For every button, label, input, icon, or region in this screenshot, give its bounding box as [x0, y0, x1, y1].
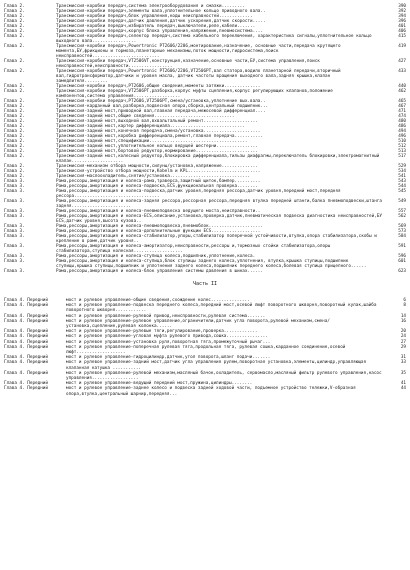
entry-title: мост и рулевое управление-заднее колесо и подвеска задней ходовой части, подъемное устройство тележки,V-образная опора,втулка,центральный шарнир,передняя... — [66, 386, 356, 397]
entry-page-number: 29 — [400, 344, 406, 350]
entry-title: мост и рулевое управление-поперечная рулевая тяга,продольная тяга, рулевая сошка,карданное соединение,осевой люфт................... — [66, 344, 346, 356]
entry-chapter: Глава 3. — [4, 214, 25, 219]
toc-entry — [4, 371, 406, 381]
entry-page-number: 392 — [398, 9, 406, 14]
toc-entry — [4, 214, 406, 224]
entry-chapter: Глава 2. — [4, 24, 25, 29]
entry-title: Трансмиссия-задний мост,уплотнительное кольцо ведущей шестерни................ — [56, 144, 258, 149]
entry-title: Трансмиссия-коробки передач,датчик давления,датчик ускорения,датчик скорости..... — [56, 19, 266, 24]
entry-page-number: 591 — [398, 244, 406, 249]
entry-title: Трансмиссия-задний мост,картер дифференциала............................. — [56, 124, 245, 129]
entry-title: Рама,рессоры,амортизация и колеса-блок управления системы давления в шинах...... — [56, 269, 263, 274]
entry-title: Трансмиссия-коробки передач,избиратель передач,выключатели,реле,кабели....... — [56, 24, 256, 29]
toc-entry — [4, 199, 406, 209]
entry-title: Трансмиссия-задний мост,коробка дифференциала,ремонт,главная передача........... — [56, 134, 263, 139]
entry-page-number: 534 — [398, 169, 406, 174]
entry-page-number: 541 — [398, 174, 406, 179]
entry-chapter: Глава 4. Передний — [4, 344, 48, 350]
entry-chapter: Глава 2. — [4, 169, 25, 174]
entry-title: Рама,рессоры,амортизация и колеса-подвеска,датчик уровня,передняя рессора,датчик уровня,передний мост,передняя рессора................................. — [56, 189, 341, 199]
entry-chapter: Глава 2. — [4, 29, 25, 34]
toc-part-2 — [4, 298, 406, 397]
entry-page-number: 401 — [398, 24, 406, 29]
entry-title: Трансмиссия-коробки передач,селектор передач,система кабельного переключения, характеристика сигналы,уплотнительное кольцо выходного вала................. — [56, 34, 372, 44]
entry-page-number: 35 — [400, 370, 406, 376]
entry-title: Трансмиссия-задний мост,конечная передача,смена/установка...................... — [56, 129, 261, 134]
entry-title: Трансмиссия-коробки передач,Powertronic PT2606/2206,VT2506PT,вал статора,водило планетарной передачи,вторичный вал,гидротрансформатор,датчики и уровня масла, датчик частоты вращения выходного вала,задняя крышка,клапан замедлителя......... — [56, 69, 341, 84]
entry-page-number: 549 — [398, 199, 406, 204]
entry-title: мост и рулевое управление-общие сведения,схождение колес............... — [66, 298, 250, 303]
toc-entry — [4, 234, 406, 244]
entry-chapter: Глава 2. — [4, 34, 25, 39]
entry-title: Рама,рессоры,амортизация и колеса-задняя рессора,рессорная рессора,передняя втулка передней штанги,балка пневмоподвески,штанга задняя....................... — [56, 199, 382, 209]
entry-page-number: 512 — [398, 144, 406, 149]
entry-title: мост и рулевое управление-подвеска переднего колеса,передний мост,осевой люфт поворотного шкворня,поворотный кулак,шайба поворотного шкворня............ — [66, 303, 377, 314]
entry-page-number: 480 — [398, 119, 406, 124]
entry-page-number: 494 — [398, 129, 406, 134]
entry-chapter: Глава 2. — [4, 164, 25, 169]
entry-title: Трансмиссия-коробки передач,система электрооборудования и смазки......... — [56, 4, 245, 9]
entry-chapter: Глава 4. Передний — [4, 334, 48, 340]
entry-title: Трансмиссия-коробки передач,VT2506VT,конструкция,назначение,основные части,БУ,система управления,поиск неисправностей,неисправности................. — [56, 59, 320, 69]
toc-entry — [4, 360, 406, 370]
entry-page-number: 415 — [398, 34, 406, 39]
entry-title: Трансмиссия-задний мост,колесный редуктор,блокировка дифференциала,тильзы диафрагмы,переключатель блокировки,электромагнитный клапан.................... — [56, 154, 380, 164]
entry-page-number: 545 — [398, 189, 406, 194]
entry-title: Трансмиссия-коробки передач,PT2606,общие сведения,моменты затяжки.............. — [56, 84, 261, 89]
entry-chapter: Глава 2. — [4, 144, 25, 149]
entry-chapter: Глава 4. Передний — [4, 318, 48, 324]
toc-entry — [4, 59, 406, 69]
entry-page-number: 529 — [398, 164, 406, 169]
entry-title: Трансмиссия-коробки передач,PT2606,VT2506PT,смена/установка,уплотнение вых.вала.. — [56, 99, 266, 104]
entry-chapter: Глава 3. — [4, 209, 25, 214]
entry-chapter: Глава 2. — [4, 129, 25, 134]
entry-title: мост и рулевое управление-рулевой механизм,масляный бачок,охладитель, сервомасло,масляный фильтр рулевого управления,насос управления.................. — [66, 370, 382, 382]
entry-page-number: 433 — [398, 69, 406, 74]
entry-title: мост и рулевое управление-ведущий передний мост,пружина,цилиндры........ — [66, 381, 253, 387]
entry-title: Рама,рессоры,амортизация и колеса-ступица колеса,подшипник,уплотнение,колеса. — [56, 254, 256, 259]
entry-title: Рама,рессоры,амортизация и колеса-пневмоподвеска,пневмоблок..................... — [56, 224, 263, 229]
entry-chapter: Глава 2. — [4, 44, 25, 49]
entry-chapter: Глава 2. — [4, 114, 25, 119]
entry-page-number: 27 — [400, 339, 406, 345]
entry-page-number: 462 — [398, 89, 406, 94]
part-heading: Часть II — [192, 281, 218, 287]
entry-chapter: Глава 2. — [4, 4, 25, 9]
entry-title: Трансмиссия-коробки передач,VT2506PT,разборка,корпус муфты сцепления,корпус регулирующих клапанов,положение компонентов,система управления.................. — [56, 89, 333, 99]
entry-chapter: Глава 3. — [4, 259, 25, 264]
entry-chapter: Глава 3. — [4, 189, 25, 194]
entry-page-number: 16 — [400, 318, 406, 324]
entry-chapter: Глава 2. — [4, 104, 25, 109]
entry-page-number: 569 — [398, 224, 406, 229]
entry-title: Трансмиссия-карданный вал,разборка,подвесная опора,сборка,центральный подшипник... — [56, 104, 269, 109]
entry-page-number: 557 — [398, 209, 406, 214]
entry-page-number: 390 — [398, 4, 406, 9]
entry-page-number: 33 — [400, 360, 406, 366]
entry-chapter: Глава 2. — [4, 174, 25, 179]
toc-entry — [4, 303, 406, 313]
entry-title: Трансмиссия-задний мост,спецификации...................................... — [56, 139, 248, 144]
entry-chapter: Глава 2. — [4, 139, 25, 144]
entry-title: Трансмиссия-коробки передач,элементы вала,уплотнительное кольцо приводного вала.. — [56, 9, 266, 14]
entry-chapter: Глава 2. — [4, 149, 25, 154]
entry-page-number: 486 — [398, 124, 406, 129]
toc-entry — [4, 386, 406, 396]
entry-title: Трансмиссия-механизм отбора мощности,силуны/установка,напряжение.............. — [56, 164, 258, 169]
entry-page-number: 517 — [398, 154, 406, 159]
entry-title: Рама,рессоры,амортизация и колеса-стабилизатор,упоры,стабилизатор поперечной устойчивости,втулка,опора стабилизатора,скобы и крепление в раме,датчик уровня.. — [56, 234, 377, 244]
entry-page-number: 596 — [398, 254, 406, 259]
entry-page-number: 471 — [398, 109, 406, 114]
entry-title: Рама,рессоры,амортизация и колеса-ступица,блок ступицы заднего колеса,уплотнения, втулка,крышка ступицы,подшипник ступицы,крышка ступицы,подшипник и уплотнения заднего колеса,подшипник переднего колеса,болевая ступица прицепного...... — [56, 259, 367, 269]
entry-page-number: 465 — [398, 99, 406, 104]
entry-page-number: 562 — [398, 214, 406, 219]
toc-entry — [4, 269, 406, 274]
entry-chapter: Глава 2. — [4, 134, 25, 139]
entry-chapter: Глава 3. — [4, 254, 25, 259]
toc-entry — [4, 154, 406, 164]
entry-title: Трансмиссия-коробки передач,корпус блока управления,напряжение,пневмосистема.... — [56, 29, 263, 34]
entry-chapter: Глава 2. — [4, 19, 25, 24]
entry-title: мост и рулевое управление-задний мост,датчик угла управления рулем,поворотная установка,элементы,цилиндр,управляющая клапанная катушка ........... — [66, 360, 367, 371]
entry-title: Трансмиссия-коробки передач,блок управления,коды неисправностей............. — [56, 14, 253, 19]
entry-title: Рама,рессоры,амортизация и колеса-рама,траверса,защитный щиток,бампер.......... — [56, 179, 261, 184]
entry-chapter: Глава 3. — [4, 199, 25, 204]
entry-chapter: Глава 4. Передний — [4, 329, 48, 335]
entry-title: Рама,рессоры,амортизация и колеса-дополнительные функции ECS................... — [56, 229, 261, 234]
toc-entry — [4, 34, 406, 44]
toc-entry — [4, 44, 406, 59]
entry-page-number: 394 — [398, 14, 406, 19]
entry-page-number: 544 — [398, 184, 406, 189]
entry-page-number: 474 — [398, 114, 406, 119]
entry-page-number: 44 — [400, 386, 406, 392]
entry-chapter: Глава 2. — [4, 109, 25, 114]
entry-page-number: 31 — [400, 355, 406, 361]
entry-title: Трансмиссия-устройство отбора мощности,Kobelm и KPL............................ — [56, 169, 261, 174]
entry-chapter: Глава 4. Передний — [4, 303, 48, 309]
entry-title: Рама,рессоры,амортизация и колеса-амортизатор,неисправности,рессоры и,тормозных стойки стабилизатора,опоры стабилизатора,ступица колесная................... — [56, 244, 331, 254]
entry-title: мост и рулевое управление-установка руля,поворотная тяга,промежуточный рычаг... — [66, 339, 271, 345]
entry-page-number: 427 — [398, 59, 406, 64]
entry-title: мост и рулевое управление-рулевые тяги,регулирование,проверка............. — [66, 329, 258, 335]
entry-chapter: Глава 2. — [4, 14, 25, 19]
entry-page-number: 623 — [398, 269, 406, 274]
entry-chapter: Глава 4. Передний — [4, 298, 48, 303]
entry-title: мост и рулевое управление-угловая муфта рулевого привода,сошка................ — [66, 334, 268, 340]
entry-page-number: 440 — [398, 84, 406, 89]
entry-chapter: Глава 4. Передний — [4, 381, 48, 387]
entry-page-number: 14 — [400, 313, 406, 319]
entry-page-number: 6 — [403, 298, 406, 303]
entry-title: Трансмиссия-задний мост,выходной вал,вхвальтальный ремонт..................... — [56, 119, 258, 124]
entry-chapter: Глава 4. Передний — [4, 360, 48, 366]
entry-page-number: 24 — [400, 334, 406, 340]
entry-chapter: Глава 4. Передний — [4, 370, 48, 376]
entry-page-number: 543 — [398, 179, 406, 184]
entry-chapter: Глава 3. — [4, 224, 25, 229]
entry-title: Трансмиссия-маслоохладитель,снятие/установка............................... — [56, 174, 251, 179]
entry-page-number: 573 — [398, 229, 406, 234]
entry-chapter: Глава 2. — [4, 89, 25, 94]
entry-page-number: 510 — [398, 139, 406, 144]
entry-chapter: Глава 2. — [4, 59, 25, 64]
entry-title: Трансмиссия-коробки передач,Powertronic PT2606/2206,монтирование,назначение, основные части,передача крутящего момента,БУ,фрикционы и тормоза,планетарные механизмы,поток мощности,гидросистема,поиск неисправностей.......................... — [56, 44, 341, 59]
entry-chapter: Глава 3. — [4, 244, 25, 249]
entry-title: Трансмиссия-задний мост,приводной вал,главная передача,межосевой дифференциал.... — [56, 109, 266, 114]
toc-entry — [4, 189, 406, 199]
entry-chapter: Глава 2. — [4, 154, 25, 159]
entry-chapter: Глава 3. — [4, 269, 25, 274]
entry-chapter: Глава 2. — [4, 69, 25, 74]
entry-chapter: Глава 4. Передний — [4, 386, 48, 392]
entry-page-number: 41 — [400, 381, 406, 387]
entry-title: Рама,рессоры,амортизация и колеса-пневмоподвеска ведущего моста,неисправности.. — [56, 209, 261, 214]
entry-title: мост и рулевое управление-гидроцилиндр,датчик,угол поворота,шланг подачи....... — [66, 355, 271, 361]
toc-part-1 — [4, 4, 406, 274]
entry-chapter: Глава 3. — [4, 229, 25, 234]
entry-page-number: 396 — [398, 19, 406, 24]
entry-page-number: 513 — [398, 149, 406, 154]
entry-page-number: 601 — [398, 259, 406, 264]
entry-title: Рама,рессоры,амортизация и колеса-ECS,описание,установка,проверка,датчик,пневматическая подвеска диагностика неисправностей,БУ ECS,датчик уровня,высота кузова.. — [56, 214, 382, 224]
entry-chapter: Глава 3. — [4, 184, 25, 189]
entry-page-number: 20 — [400, 329, 406, 335]
entry-chapter: Глава 2. — [4, 119, 25, 124]
entry-title: Рама,рессоры,амортизация и колеса-подвеска,ECS,функциональная проверка........ — [56, 184, 258, 189]
toc-entry — [4, 319, 406, 329]
toc-entry — [4, 69, 406, 84]
entry-page-number: 467 — [398, 104, 406, 109]
entry-page-number: 8 — [403, 303, 406, 309]
entry-chapter: Глава 2. — [4, 84, 25, 89]
entry-chapter: Глава 4. Передний — [4, 355, 48, 361]
entry-chapter: Глава 3. — [4, 234, 25, 239]
entry-chapter: Глава 4. Передний — [4, 339, 48, 345]
entry-page-number: 496 — [398, 134, 406, 139]
entry-page-number: 419 — [398, 44, 406, 49]
toc-entry — [4, 244, 406, 254]
entry-title: Трансмиссия-задний мост,бортовой редуктор,нормирование........................ — [56, 149, 258, 154]
entry-page-number: 584 — [398, 234, 406, 239]
entry-title: мост и рулевое управление-рулевое управление,ограничители,датчик угла поворота,рулевой механизм,смена/установка,сцепление,рулевая колонка...... — [66, 318, 330, 330]
toc-entry — [4, 345, 406, 355]
entry-chapter: Глава 2. — [4, 124, 25, 129]
entry-chapter: Глава 4. Передний — [4, 313, 48, 319]
entry-chapter: Глава 2. — [4, 9, 25, 14]
entry-page-number: 406 — [398, 29, 406, 34]
toc-entry — [4, 89, 406, 99]
entry-title: Трансмиссия-задний мост,общие сведения............................... — [56, 114, 235, 119]
toc-entry — [4, 259, 406, 269]
entry-title: мост и рулевое управление-рулевой привод,неисправности,рулевая система....... — [66, 313, 266, 319]
entry-chapter: Глава 2. — [4, 99, 25, 104]
entry-chapter: Глава 3. — [4, 179, 25, 184]
